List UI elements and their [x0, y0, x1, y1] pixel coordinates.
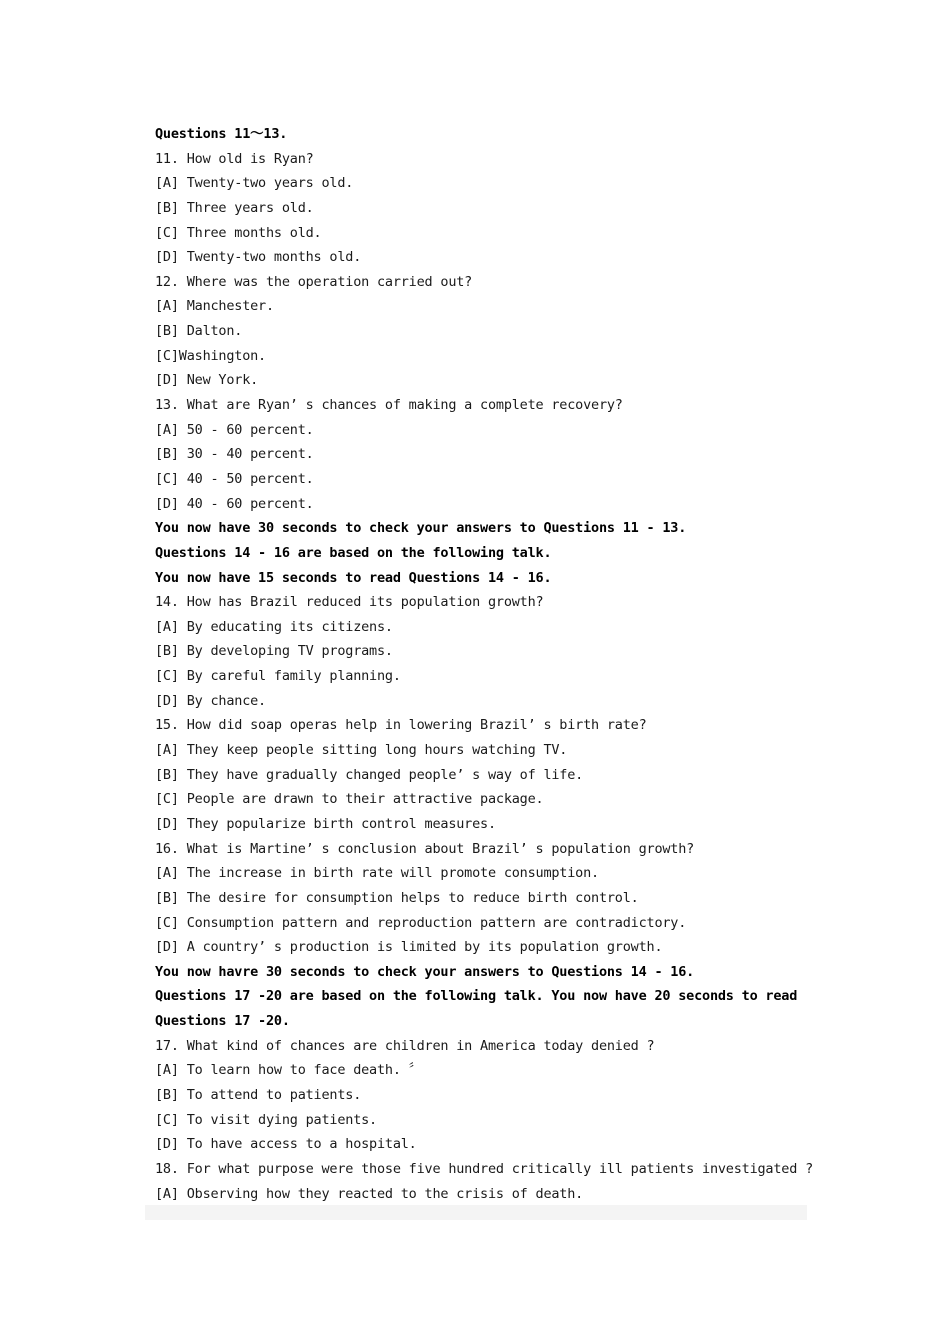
- question-text-line: [D] They popularize birth control measures.: [155, 815, 496, 832]
- question-text-line: [A] The increase in birth rate will promote consumption.: [155, 865, 599, 882]
- document-page: [155, 122, 835, 1206]
- question-text-line: 18. For what purpose were those five hundred critically ill patients investigated ?: [155, 1160, 813, 1177]
- question-text-line: 12. Where was the operation carried out?: [155, 273, 473, 290]
- question-text-line: [C] Consumption pattern and reproduction pattern are contradictory.: [155, 914, 687, 931]
- instruction-line: Questions 17 -20 are based on the following talk. You now have 20 seconds to read: [155, 988, 798, 1005]
- question-text-line: [A] By educating its citizens.: [155, 618, 393, 635]
- question-text-line: [C] By careful family planning.: [155, 668, 401, 685]
- question-text-line: [A] Twenty-two years old.: [155, 175, 354, 192]
- question-text-line: [D] A country’ s production is limited by its population growth.: [155, 939, 663, 956]
- question-text-line: [B] By developing TV programs.: [155, 643, 393, 660]
- question-text-line: 17. What kind of chances are children in America today denied ?: [155, 1037, 655, 1054]
- question-text-line: [C] Three months old.: [155, 224, 322, 241]
- question-text-line: [A] Manchester.: [155, 298, 274, 315]
- question-text-line: [B] Dalton.: [155, 323, 243, 340]
- question-text-line: [A] To learn how to face death. 〞: [155, 1062, 422, 1079]
- question-text-line: [D] To have access to a hospital.: [155, 1136, 417, 1153]
- instruction-line: Questions 17 -20.: [155, 1013, 290, 1030]
- question-text-line: [B] Three years old.: [155, 199, 314, 216]
- question-text-line: 16. What is Martine’ s conclusion about Brazil’ s population growth?: [155, 840, 695, 857]
- question-text-line: [D] Twenty-two months old.: [155, 249, 362, 266]
- instruction-line: You now have 30 seconds to check your answers to Questions 11 - 13.: [155, 520, 687, 537]
- question-text-line: [B] 30 - 40 percent.: [155, 446, 314, 463]
- question-text-line: [B] The desire for consumption helps to reduce birth control.: [155, 889, 639, 906]
- question-text-line: [D] New York.: [155, 372, 259, 389]
- instruction-line: Questions 14 - 16 are based on the following talk.: [155, 544, 552, 561]
- question-text-line: [D] 40 - 60 percent.: [155, 495, 314, 512]
- question-text-line: [A] 50 - 60 percent.: [155, 421, 314, 438]
- question-text-line: 13. What are Ryan’ s chances of making a complete recovery?: [155, 397, 623, 414]
- question-text-line: [D] By chance.: [155, 692, 266, 709]
- question-text-line: 11. How old is Ryan?: [155, 150, 314, 167]
- instruction-line: You now havre 30 seconds to check your answers to Questions 14 - 16.: [155, 963, 695, 980]
- question-text-line: [C] People are drawn to their attractive package.: [155, 791, 544, 808]
- page-bottom-band: [145, 1205, 807, 1220]
- question-text-line: [C]Washington.: [155, 347, 266, 364]
- question-text-line: [C] 40 - 50 percent.: [155, 470, 314, 487]
- question-text-line: 14. How has Brazil reduced its population growth?: [155, 594, 544, 611]
- question-text-line: [B] They have gradually changed people’ s way of life.: [155, 766, 584, 783]
- question-text-line: 15. How did soap operas help in lowering Brazil’ s birth rate?: [155, 717, 647, 734]
- question-text-line: [A] They keep people sitting long hours watching TV.: [155, 742, 568, 759]
- question-text-line: [B] To attend to patients.: [155, 1086, 362, 1103]
- question-text-line: [C] To visit dying patients.: [155, 1111, 377, 1128]
- instruction-line: You now have 15 seconds to read Questions 14 - 16.: [155, 569, 552, 586]
- instruction-line: Questions 11～13.: [155, 126, 288, 142]
- question-text-line: [A] Observing how they reacted to the crisis of death.: [155, 1185, 584, 1202]
